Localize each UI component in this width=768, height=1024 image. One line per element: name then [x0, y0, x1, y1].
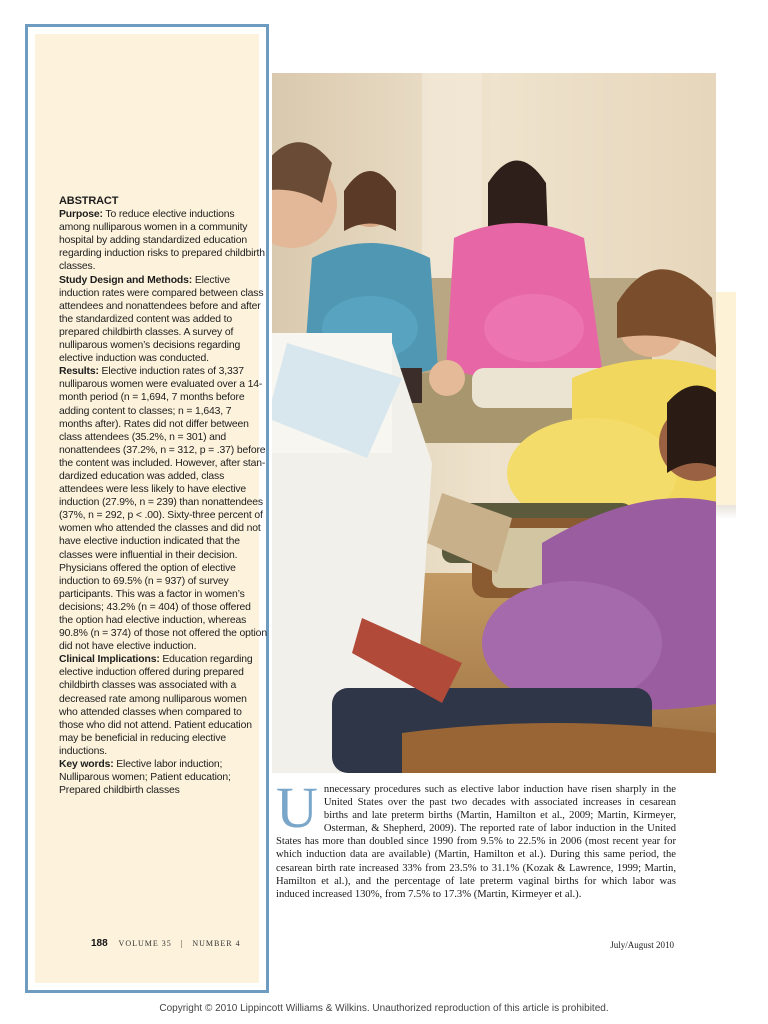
abstract-clinical-implications: [59, 653, 267, 758]
body-paragraph: [276, 775, 676, 901]
page-footer-left: [91, 938, 241, 949]
abstract-section-label: Key words:: [59, 759, 114, 771]
issue-number-label: NUMBER 4: [192, 939, 241, 948]
abstract-section-label: Study Design and Methods:: [59, 274, 193, 286]
abstract-text: [59, 195, 267, 797]
side-tab-shadow: [716, 505, 736, 519]
abstract-section-text: Elective labor induction; Nulliparous women; Patient education; Prepared childbirth classes: [59, 759, 231, 797]
volume-label: VOLUME 35: [118, 939, 172, 948]
copyright-notice: Copyright © 2010 Lippincott Williams & Wilkins. Unauthorized reproduction of this article is prohibited.: [159, 1003, 609, 1014]
abstract-results: [59, 365, 267, 653]
drop-cap: U: [276, 775, 318, 840]
abstract-section-text: Elective induction rates were compared between class attendees and nonattendees before and after the standardized content was added to prepared childbirth classes. A survey of nulliparous women’s decisions regarding elective induction was conducted.: [59, 274, 264, 365]
abstract-study-design: [59, 274, 267, 366]
abstract-section-text: Education regarding elective induction offered during prepared childbirth classes was associated with a decreased rate among nulliparous women who attended classes when compared to those who did not attend. Patient education may be beneficial in reducing elective inductions.: [59, 654, 253, 757]
abstract-purpose: [59, 208, 267, 273]
abstract-section-label: Results:: [59, 366, 99, 378]
side-tab-decoration: [716, 292, 736, 507]
abstract-title: ABSTRACT: [59, 195, 119, 207]
abstract-section-label: Clinical Implications:: [59, 654, 160, 666]
photo-prenatal-class: [272, 73, 716, 773]
issue-date: July/August 2010: [610, 940, 674, 950]
photo-illustration: [272, 73, 716, 773]
abstract-key-words: [59, 758, 267, 797]
abstract-section-text: Elective induction rates of 3,337 nulliparous women were evaluated over a 14-month period (n = 1,694, 7 months before adding content to classes; n = 1,643, 7 months after). Rates did not differ between class attendees (35.2%, n = 301) and nonattendees (37.2%, n = 312, p = .37) before the content was included. However, after standardized education was added, class attendees were less likely to have elective induction (27.9%, n = 239) than nonattendees (37%, n = 292, p < .00). Sixty-three percent of women who attended the classes and did not have elective induction indicated that the classes were influential in their decision. Physicians offered the option of elective induction to 69.5% (n = 937) of survey participants. This was a factor in women’s decisions; 43.2% (n = 404) of those offered the option had elective induction, whereas 90.8% (n = 374) of those not offered the option did not have elective induction.: [59, 366, 267, 653]
footer-separator: |: [180, 939, 184, 948]
body-text-content: nnecessary procedures such as elective labor induction have risen sharply in the United States over the past two decades with associated increases in cesarean births and late preterm births (Martin, Hamilton et al., 2009; Martin, Kirmeyer, Osterman, & Shepherd, 2009). The reported rate of labor induction in the United States has more than doubled since 1990 from 9.5% to 22.5% in 2006 (most recent year for which induction data are available) (Martin, Hamilton et al.). During this same period, the cesarean birth rate increased 33% from 23.5% to 31.1% (Kozak & Lawrence, 1999; Martin, Hamilton et al.), and the percentage of late preterm vaginal births for which labor was induced increased 130%, from 7.5% to 17.3% (Martin, Kirmeyer et al.).: [276, 784, 676, 900]
page-number: 188: [91, 938, 108, 949]
abstract-section-text: To reduce elective inductions among nulliparous women in a community hospital by adding standardized education regarding induction risks to prepared childbirth classes.: [59, 209, 265, 273]
abstract-section-label: Purpose:: [59, 209, 103, 221]
